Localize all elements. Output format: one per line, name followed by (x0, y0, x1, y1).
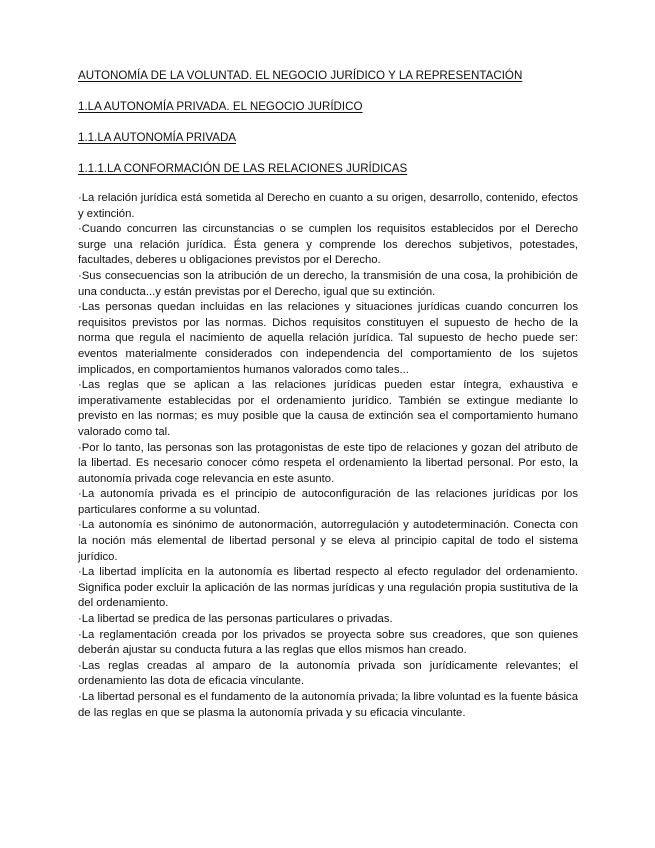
paragraph-list (78, 191, 578, 721)
paragraph: ·La relación jurídica está sometida al Derecho en cuanto a su origen, desarrollo, contenido, efectos y extinción. (78, 192, 578, 220)
paragraph: ·La libertad implícita en la autonomía es libertad respecto al efecto regulador del ordenamiento. Significa poder excluir la aplicación de las normas jurídicas y una regulación propia sustitutiva de la del ordenamiento. (78, 566, 578, 610)
subsubsection-heading: 1.1.1.LA CONFORMACIÓN DE LAS RELACIONES JURÍDICAS (78, 162, 408, 175)
paragraph: ·La autonomía es sinónimo de autonormación, autorregulación y autodeterminación. Conecta con la noción más elemental de libertad personal y se eleva al principio capital de todo el sistema jurídico. (78, 519, 578, 563)
paragraph: ·La libertad se predica de las personas particulares o privadas. (78, 613, 393, 626)
document-title: AUTONOMÍA DE LA VOLUNTAD. EL NEGOCIO JURÍDICO Y LA REPRESENTACIÓN (78, 69, 523, 82)
paragraph: ·Las reglas que se aplican a las relaciones jurídicas pueden estar íntegra, exhaustiva e imperativamente establecidas por el ordenamiento jurídico. También se extingue mediante lo previsto en las normas; es muy posible que la causa de extinción sea el comportamiento humano valorado como tal. (78, 379, 578, 438)
paragraph: ·La reglamentación creada por los privados se proyecta sobre sus creadores, que son quienes deberán ajustar su conducta futura a las reglas que ellos mismos han creado. (78, 628, 578, 657)
section-heading: 1.LA AUTONOMÍA PRIVADA. EL NEGOCIO JURÍDICO (78, 100, 363, 113)
paragraph: ·La libertad personal es el fundamento de la autonomía privada; la libre voluntad es la fuente básica de las reglas en que se plasma la autonomía privada y su eficacia vinculante. (78, 691, 578, 719)
paragraph: ·Las reglas creadas al amparo de la autonomía privada son jurídicamente relevantes; el ordenamiento las dota de eficacia vinculante. (78, 659, 578, 688)
document-page (78, 68, 578, 721)
paragraph: ·La autonomía privada es el principio de autoconfiguración de las relaciones jurídicas por los particulares conforme a su voluntad. (78, 488, 578, 516)
paragraph: ·Sus consecuencias son la atribución de un derecho, la transmisión de una cosa, la prohibición de una conducta...y están previstas por el Derecho, igual que su extinción. (78, 269, 578, 298)
paragraph: ·Por lo tanto, las personas son las protagonistas de este tipo de relaciones y gozan del atributo de la libertad. Es necesario conocer cómo respeta el ordenamiento la libertad personal. Por esto, la autonomía privada coge relevancia en este asunto. (78, 441, 578, 485)
paragraph: ·Cuando concurren las circunstancias o se cumplen los requisitos establecidos por el Derecho surge una relación jurídica. Ésta genera y comprende los derechos subjetivos, potestades, facultades, deberes u obligaciones previstos por el Derecho. (78, 223, 578, 267)
paragraph: ·Las personas quedan incluidas en las relaciones y situaciones jurídicas cuando concurren los requisitos previstos por las normas. Dichos requisitos constituyen el supuesto de hecho de la norma que regula el nacimiento de aquella relación jurídica. Tal supuesto de hecho puede ser: eventos materialmente considerados con independencia del comportamiento de los sujetos implicados, en comportamientos humanos valorados como tales... (78, 301, 578, 376)
subsection-heading: 1.1.LA AUTONOMÍA PRIVADA (78, 131, 237, 144)
